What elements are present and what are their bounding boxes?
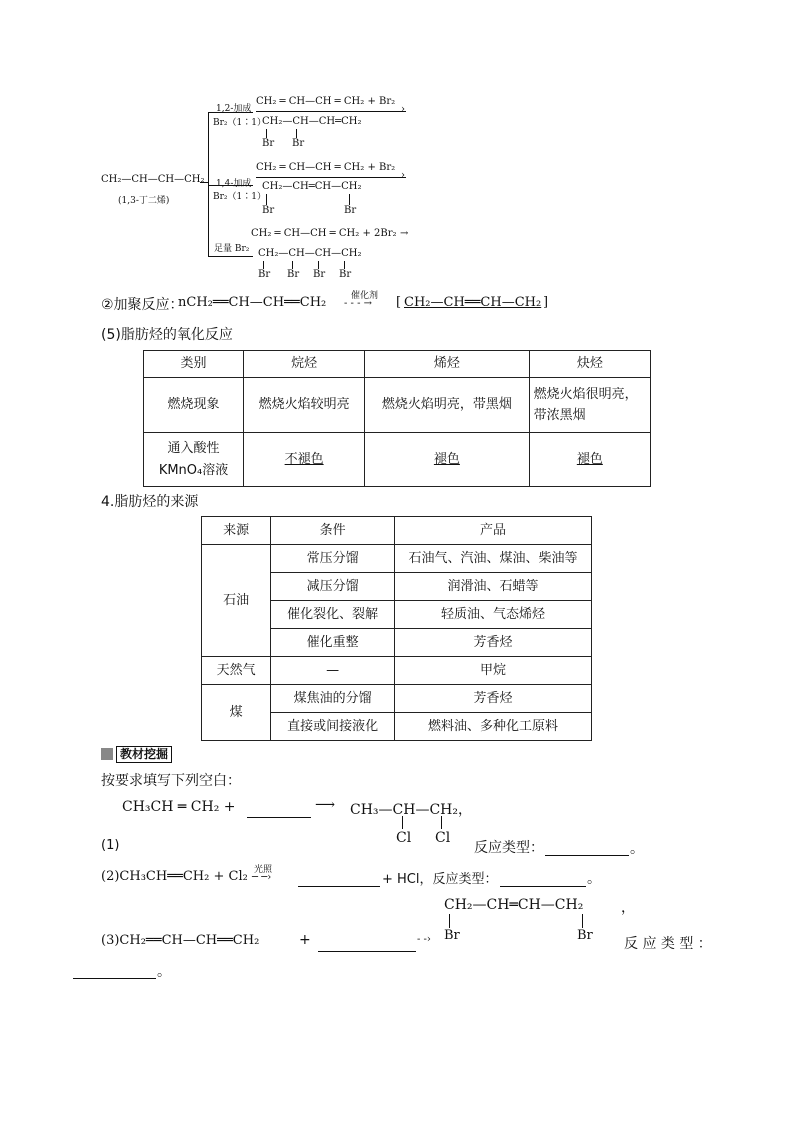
q3-comma: ， (621, 900, 635, 916)
table-cell: 燃烧火焰明亮，带黑烟 (365, 378, 529, 433)
polymer-catalyst: 催化剂 (351, 291, 379, 301)
table-row (144, 378, 651, 433)
table-cell: 甲烷 (394, 657, 591, 685)
q1-number: (1) (101, 838, 120, 853)
table-cell: 催化重整 (271, 629, 395, 657)
branch1-br1: Br (262, 138, 275, 149)
arrow-icon: - - - → (344, 298, 373, 309)
arrow-icon: ⟶ (315, 797, 336, 813)
arrow-head-icon: › (401, 104, 405, 115)
section5-title: (5)脂肪烃的氧化反应 (101, 327, 233, 343)
table-header-cell: 产品 (394, 517, 591, 545)
table-header-cell: 烷烃 (244, 351, 365, 378)
instruction: 按要求填写下列空白： (101, 773, 241, 789)
q3-plus: + (299, 932, 311, 948)
table-cell: — (271, 657, 395, 685)
table-cell: 燃烧现象 (144, 378, 244, 433)
source-table (201, 516, 592, 741)
q3-br2: Br (577, 928, 593, 943)
q2-end: 。 (587, 871, 601, 887)
q2-condition: 光照 (254, 865, 273, 875)
q1-type-blank[interactable] (545, 837, 629, 856)
branch2-product: CH₂—CH═CH—CH₂ (262, 181, 362, 192)
table-row (144, 433, 651, 487)
table-cell: 石油 (202, 545, 271, 657)
polymer-bracket-right: ] (543, 295, 549, 310)
table-header-cell: 炔烃 (529, 351, 650, 378)
q1-blank[interactable] (247, 799, 311, 818)
branch1-condition-top: 1,2-加成 (216, 104, 252, 114)
table-cell: 燃料油、多种化工原料 (394, 713, 591, 741)
q3-end: 。 (157, 964, 171, 980)
branch3-br: Br (258, 269, 271, 280)
q1-type-label: 反应类型： (474, 840, 544, 856)
table-cell: 燃烧火焰较明亮 (244, 378, 365, 433)
q1-product: CH₃—CH—CH₂， (350, 802, 472, 818)
polymer-product: CH₂—CH══CH—CH₂ (404, 295, 542, 310)
branch2-br1: Br (262, 205, 275, 216)
table-cell: 煤焦油的分馏 (271, 685, 395, 713)
table-cell: 燃烧火焰很明亮， 带浓黑烟 (529, 378, 650, 433)
arrow-head-icon: → (400, 228, 409, 239)
q3-type-blank[interactable] (73, 960, 156, 979)
polymer-bracket-left: [ (396, 295, 402, 310)
table-cell: 润滑油、石蜡等 (394, 573, 591, 601)
table-cell: 通入酸性 KMnO₄溶液 (144, 433, 244, 487)
table-header-cell: 烯烃 (365, 351, 529, 378)
table-header-cell: 类别 (144, 351, 244, 378)
table-cell: 不褪色 (244, 433, 365, 487)
square-icon (101, 748, 113, 760)
table-row (202, 657, 592, 685)
q3-type-label: 反 应 类 型 ： (624, 936, 712, 952)
section-badge (101, 743, 172, 763)
branch3-br: Br (287, 269, 300, 280)
table-cell: 褪色 (365, 433, 529, 487)
badge-label: 教材挖掘 (116, 746, 172, 763)
branch3-product: CH₂—CH—CH—CH₂ (258, 248, 362, 259)
q2-plus: + HCl，反应类型： (382, 872, 498, 887)
table-cell: 芳香烃 (394, 629, 591, 657)
polymer-label: ②加聚反应： (101, 297, 184, 313)
branch1-condition-bottom: Br₂（1∶1） (213, 118, 266, 128)
q3-blank[interactable] (318, 933, 416, 952)
q1-cl2: Cl (435, 830, 451, 846)
branch1-br2: Br (292, 138, 305, 149)
section4-title: 4.脂肪烃的来源 (101, 494, 199, 510)
branch3-condition: 足量 Br₂ (214, 244, 250, 254)
branch1-reactant: CH₂ ═ CH—CH ═ CH₂ + Br₂ (256, 96, 396, 107)
table-cell: 轻质油、气态烯烃 (394, 601, 591, 629)
table-cell: 煤 (202, 685, 271, 741)
q3-product: CH₂—CH═CH—CH₂ (444, 897, 584, 913)
table-row (144, 351, 651, 378)
table-header-cell: 条件 (271, 517, 395, 545)
table-cell: 天然气 (202, 657, 271, 685)
table-row (202, 545, 592, 573)
arrow-icon: - -› (417, 934, 431, 945)
branch2-condition-bottom: Br₂（1∶1） (213, 192, 266, 202)
q2-text: (2)CH₃CH══CH₂ + Cl₂ (101, 869, 248, 884)
branch2-br2: Br (344, 205, 357, 216)
q1-cl1: Cl (396, 830, 412, 846)
table-cell: 催化裂化、裂解 (271, 601, 395, 629)
table-cell: 直接或间接液化 (271, 713, 395, 741)
table-cell: 芳香烃 (394, 685, 591, 713)
table-row (202, 517, 592, 545)
table-row (202, 685, 592, 713)
q3-text: (3)CH₂══CH—CH══CH₂ (101, 933, 260, 948)
table-cell: 褪色 (529, 433, 650, 487)
branch3-br: Br (339, 269, 352, 280)
diene-name: (1,3-丁二烯) (118, 196, 170, 206)
table-cell: 常压分馏 (271, 545, 395, 573)
diene-formula: CH₂—CH—CH—CH₂ (101, 174, 205, 185)
q2-type-blank[interactable] (500, 868, 586, 887)
branch2-condition-top: 1,4-加成 (216, 179, 252, 189)
table-header-cell: 来源 (202, 517, 271, 545)
oxidation-table (143, 350, 651, 487)
q2-blank[interactable] (298, 868, 380, 887)
branch3-br: Br (313, 269, 326, 280)
q1-reactant: CH₃CH ═ CH₂ + (122, 799, 236, 815)
table-cell: 减压分馏 (271, 573, 395, 601)
q1-end: 。 (630, 841, 644, 857)
polymer-reactant: nCH₂══CH—CH══CH₂ (178, 295, 327, 310)
branch3-reactant: CH₂ ═ CH—CH ═ CH₂ + 2Br₂ (251, 228, 397, 239)
q3-br1: Br (444, 928, 460, 943)
arrow-icon: ─ ─› (252, 872, 272, 883)
branch1-product: CH₂—CH—CH═CH₂ (262, 116, 362, 127)
arrow-head-icon: › (401, 170, 405, 181)
table-cell: 石油气、汽油、煤油、柴油等 (394, 545, 591, 573)
branch2-reactant: CH₂ ═ CH—CH ═ CH₂ + Br₂ (256, 162, 396, 173)
